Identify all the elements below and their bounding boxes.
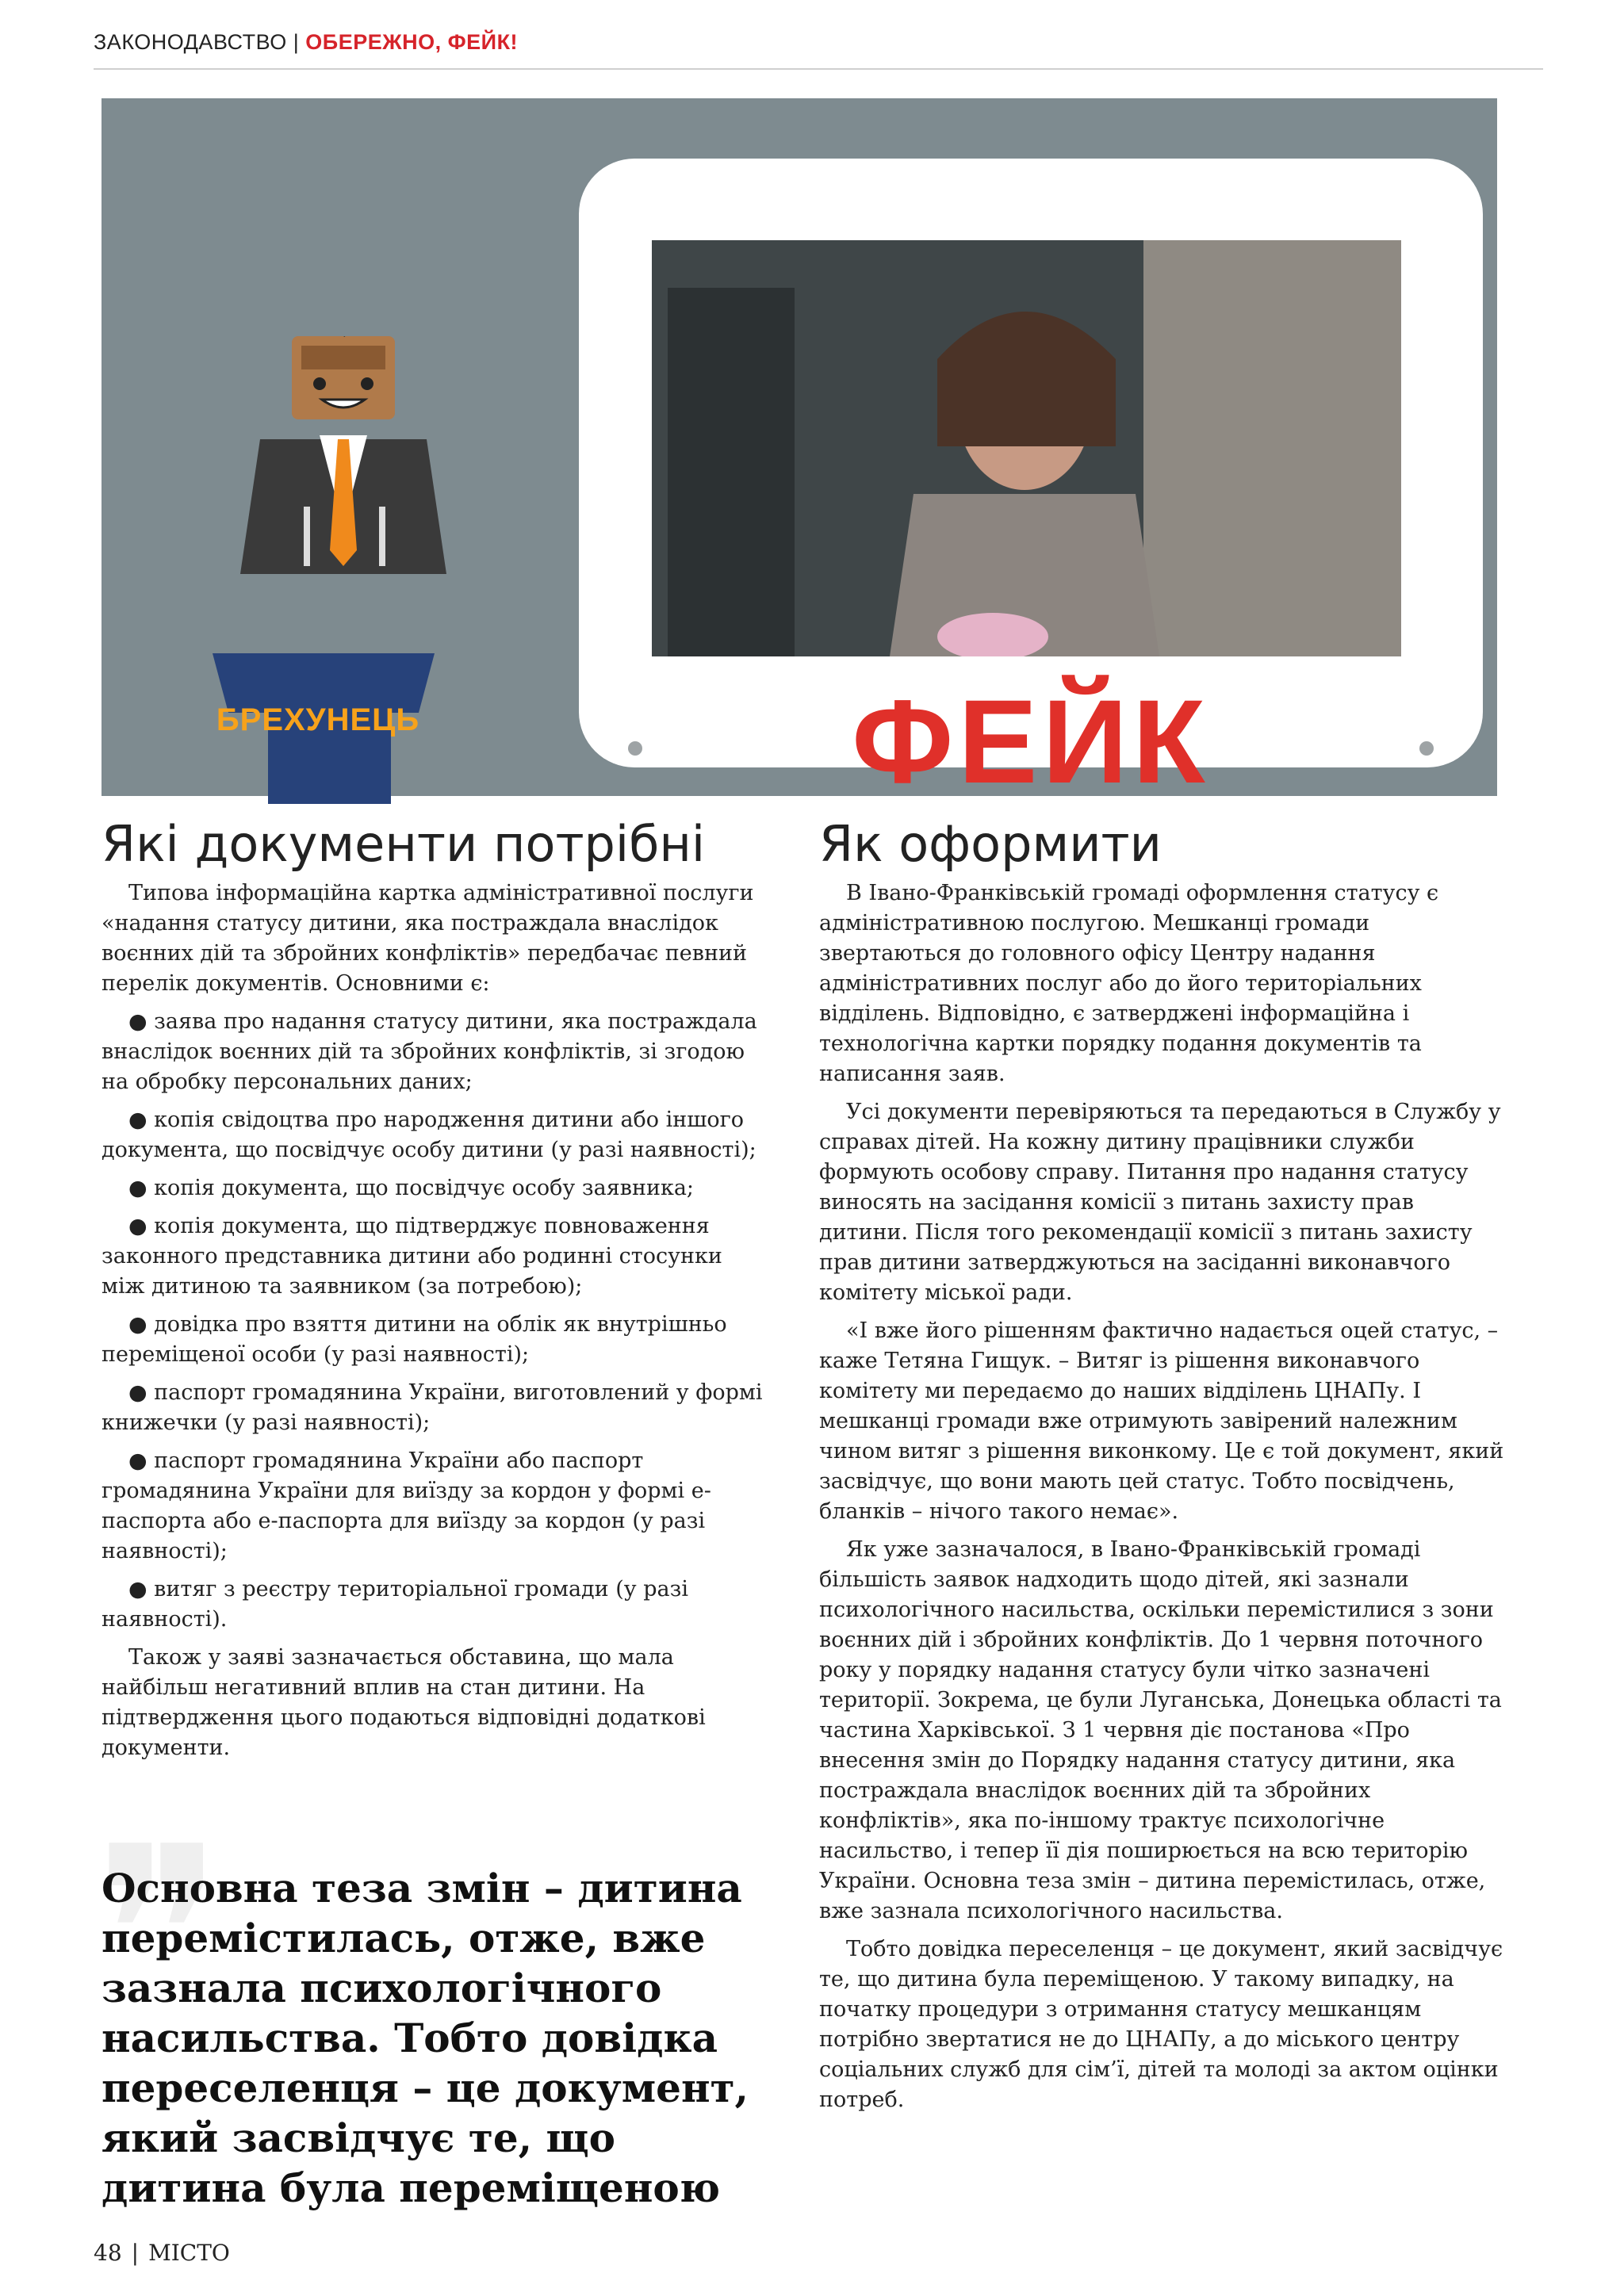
page-number: 48 xyxy=(94,2240,122,2266)
left-outro: Також у заяві зазначається обставина, що мала найбільш негативний вплив на стан дитини. На підтвердження цього подаються відповідні додаткові документи. xyxy=(102,1645,706,1760)
right-paragraph: Усі документи перевіряються та передаються в Службу у справах дітей. На кожну дитину працівники служби формують особову справу. Питання про надання статусу виносять на засідання комісії з питань захисту прав дитини. Після того рекомендації комісії з питань захисту прав дитини затверджуються на засіданні виконавчого комітету міської ради. xyxy=(819,1100,1501,1305)
footer-separator: | xyxy=(131,2240,140,2266)
list-item: ● паспорт громадянина України або паспорт громадянина України для виїзду за кордон у формі е-паспорта або е-паспорта для виїзду за кордон (у разі наявності); xyxy=(102,1448,711,1563)
list-item: ● витяг з реєстру територіальної громади (у разі наявності). xyxy=(102,1577,688,1632)
right-paragraph: В Івано-Франківській громаді оформлення статусу є адміністративною послугою. Мешканці громади звертаються до головного офісу Центру надання адміністративних послуг або до його територіальних відділень. Відповідно, є затверджені інформаційна і технологічна картки порядку подання документів та написання заяв. xyxy=(819,881,1439,1086)
list-item: ● копія свідоцтва про народження дитини або іншого документа, що посвідчує особу дитини (у разі наявності); xyxy=(102,1108,756,1162)
child-photo-placeholder xyxy=(652,240,1401,656)
right-heading: Як оформити xyxy=(819,815,1162,873)
podium-label: БРЕХУНЕЦЬ xyxy=(216,702,420,737)
child-photo xyxy=(652,240,1401,656)
mascot-eye-right xyxy=(361,377,373,390)
mascot-eye-left xyxy=(313,377,326,390)
magazine-name: МІСТО xyxy=(148,2240,230,2266)
left-column xyxy=(102,878,772,1771)
right-paragraph: Тобто довідка переселенця – це документ, який засвідчує те, що дитина була переміщеною. У такому випадку, на початку процедури з отримання статусу мешканцям потрібно звертатися не до ЦНАПу, а до міського центру соціальних служб для сім’ї, дітей та молоді за актом оцінки потреб. xyxy=(819,1937,1503,2112)
liar-mascot-illustration xyxy=(181,336,466,828)
section-label: ЗАКОНОДАВСТВО xyxy=(94,30,287,54)
right-column xyxy=(819,878,1505,2123)
left-heading: Які документи потрібні xyxy=(102,815,706,873)
quote-mark-decoration: ❞ xyxy=(95,1796,224,2072)
mic-right xyxy=(379,507,385,566)
radio-grill xyxy=(301,346,385,369)
right-paragraph: «І вже його рішенням фактично надається оцей статус, – каже Тетяна Гищук. – Витяг із рішення виконавчого комітету ми передаємо до наших відділень ЦНАПу. І мешканці громади вже отримують завірений належним чином витяг з рішення виконкому. Це є той документ, який засвідчує, що вони мають цей статус. Тобто посвідчень, бланків – нічого такого немає». xyxy=(819,1318,1504,1524)
list-item: ● копія документа, що посвідчує особу заявника; xyxy=(128,1176,695,1200)
illustration-banner xyxy=(102,98,1497,808)
list-item: ● паспорт громадянина України, виготовлений у формі книжечки (у разі наявності); xyxy=(102,1380,763,1435)
list-item: ● заява про надання статусу дитини, яка постраждала внаслідок воєнних дій та збройних конфліктів, зі згодою на обробку персональних даних; xyxy=(102,1009,757,1094)
left-intro: Типова інформаційна картка адміністративної послуги «надання статусу дитини, яка постраждала внаслідок воєнних дій та збройних конфліктів» передбачає певний перелік документів. Основними є: xyxy=(102,881,754,996)
fake-label: ФЕЙК xyxy=(852,675,1210,808)
right-paragraph: Як уже зазначалося, в Івано-Франківській громаді більшість заявок надходить щодо дітей, які зазнали психологічного насильства, оскільки перемістилися з зони воєнних дій і збройних конфліктів. До 1 червня поточного року у порядку надання статусу були чітко зазначені території. Зокрема, це були Луганська, Донецька області та частина Харківської. З 1 червня діє постанова «Про внесення змін до Порядку надання статусу дитини, яка постраждала внаслідок воєнних дій та збройних конфліктів», яка по-іншому трактує психологічне насильство, і тепер її дія поширюється на всю територію України. Основна теза змін – дитина перемістилась, отже, вже зазнала психологічного насильства. xyxy=(819,1537,1502,1923)
pull-quote: Основна теза змін – дитина перемістилась, отже, вже зазнала психологічного насильства. Тобто довідка переселенця – це документ, який засвідчує те, що дитина була переміщеною xyxy=(102,1865,749,2211)
list-item: ● довідка про взяття дитини на облік як внутрішньо переміщеної особи (у разі наявності); xyxy=(102,1312,727,1367)
page-header xyxy=(94,30,1543,70)
mic-left xyxy=(304,507,310,566)
rubric-label: ОБЕРЕЖНО, ФЕЙК! xyxy=(305,30,519,54)
tv-screen-frame xyxy=(579,159,1483,808)
header-separator: | xyxy=(293,30,300,54)
list-item: ● копія документа, що підтверджує повноваження законного представника дитини або родинні стосунки між дитиною та заявником (за потребою); xyxy=(102,1214,722,1299)
page-footer xyxy=(94,2240,230,2266)
